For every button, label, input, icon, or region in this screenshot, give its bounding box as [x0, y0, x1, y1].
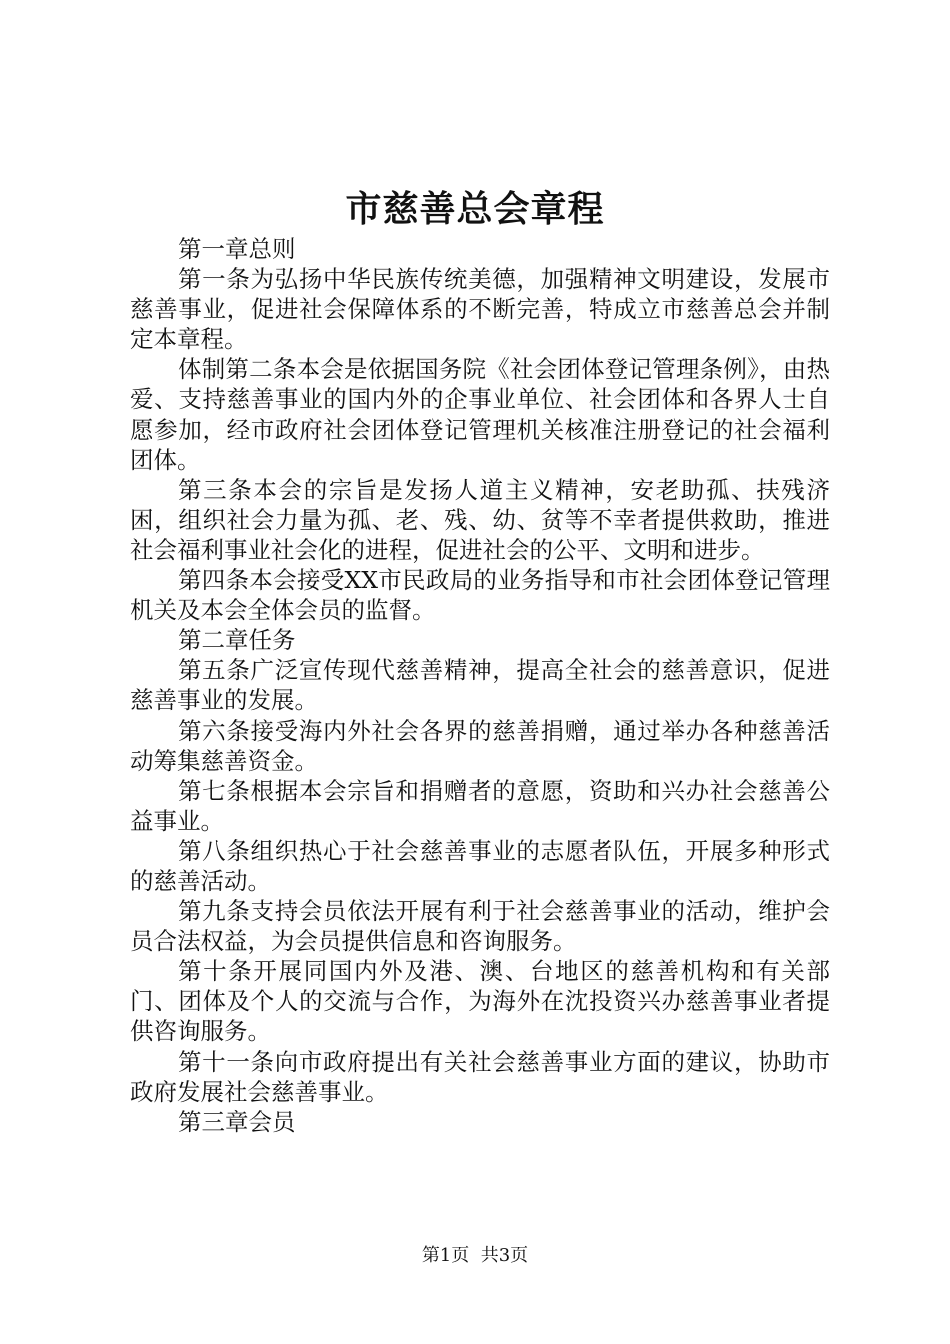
paragraph: 第九条支持会员依法开展有利于社会慈善事业的活动，维护会员合法权益，为会员提供信息和咨询服务。	[130, 897, 830, 956]
paragraph: 第十一条向市政府提出有关社会慈善事业方面的建议，协助市政府发展社会慈善事业。	[130, 1047, 830, 1106]
page-footer	[0, 1243, 950, 1269]
paragraph: 第二章任务	[178, 626, 296, 655]
paragraph: 第一章总则	[178, 235, 296, 263]
page-total: 共3页	[480, 1245, 529, 1266]
paragraph: 第七条根据本会宗旨和捐赠者的意愿，资助和兴办社会慈善公益事业。	[130, 776, 830, 835]
paragraph: 第四条本会接受XX市民政局的业务指导和市社会团体登记管理机关及本会全体会员的监督。	[130, 566, 830, 625]
paragraph: 第十条开展同国内外及港、澳、台地区的慈善机构和有关部门、团体及个人的交流与合作，为海外在沈投资兴办慈善事业者提供咨询服务。	[130, 957, 830, 1046]
document-body	[130, 234, 830, 1137]
footer-spacer	[469, 1245, 480, 1266]
paragraph: 第五条广泛宣传现代慈善精神，提高全社会的慈善意识，促进慈善事业的发展。	[130, 656, 830, 715]
page-number: 第1页	[421, 1245, 470, 1266]
paragraph: 体制第二条本会是依据国务院《社会团体登记管理条例》，由热爱、支持慈善事业的国内外的企事业单位、社会团体和各界人士自愿参加，经市政府社会团体登记管理机关核准注册登记的社会福利团体。	[130, 355, 830, 474]
paragraph: 第六条接受海内外社会各界的慈善捐赠，通过举办各种慈善活动筹集慈善资金。	[130, 716, 830, 775]
paragraph: 第八条组织热心于社会慈善事业的志愿者队伍，开展多种形式的慈善活动。	[130, 836, 830, 895]
document-title: 市慈善总会章程	[345, 188, 605, 230]
paragraph: 第三条本会的宗旨是发扬人道主义精神，安老助孤、扶残济困，组织社会力量为孤、老、残、幼、贫等不幸者提供救助，推进社会福利事业社会化的进程，促进社会的公平、文明和进步。	[130, 475, 830, 564]
paragraph: 第三章会员	[178, 1107, 296, 1136]
paragraph: 第一条为弘扬中华民族传统美德，加强精神文明建设，发展市慈善事业，促进社会保障体系的不断完善，特成立市慈善总会并制定本章程。	[130, 265, 830, 354]
